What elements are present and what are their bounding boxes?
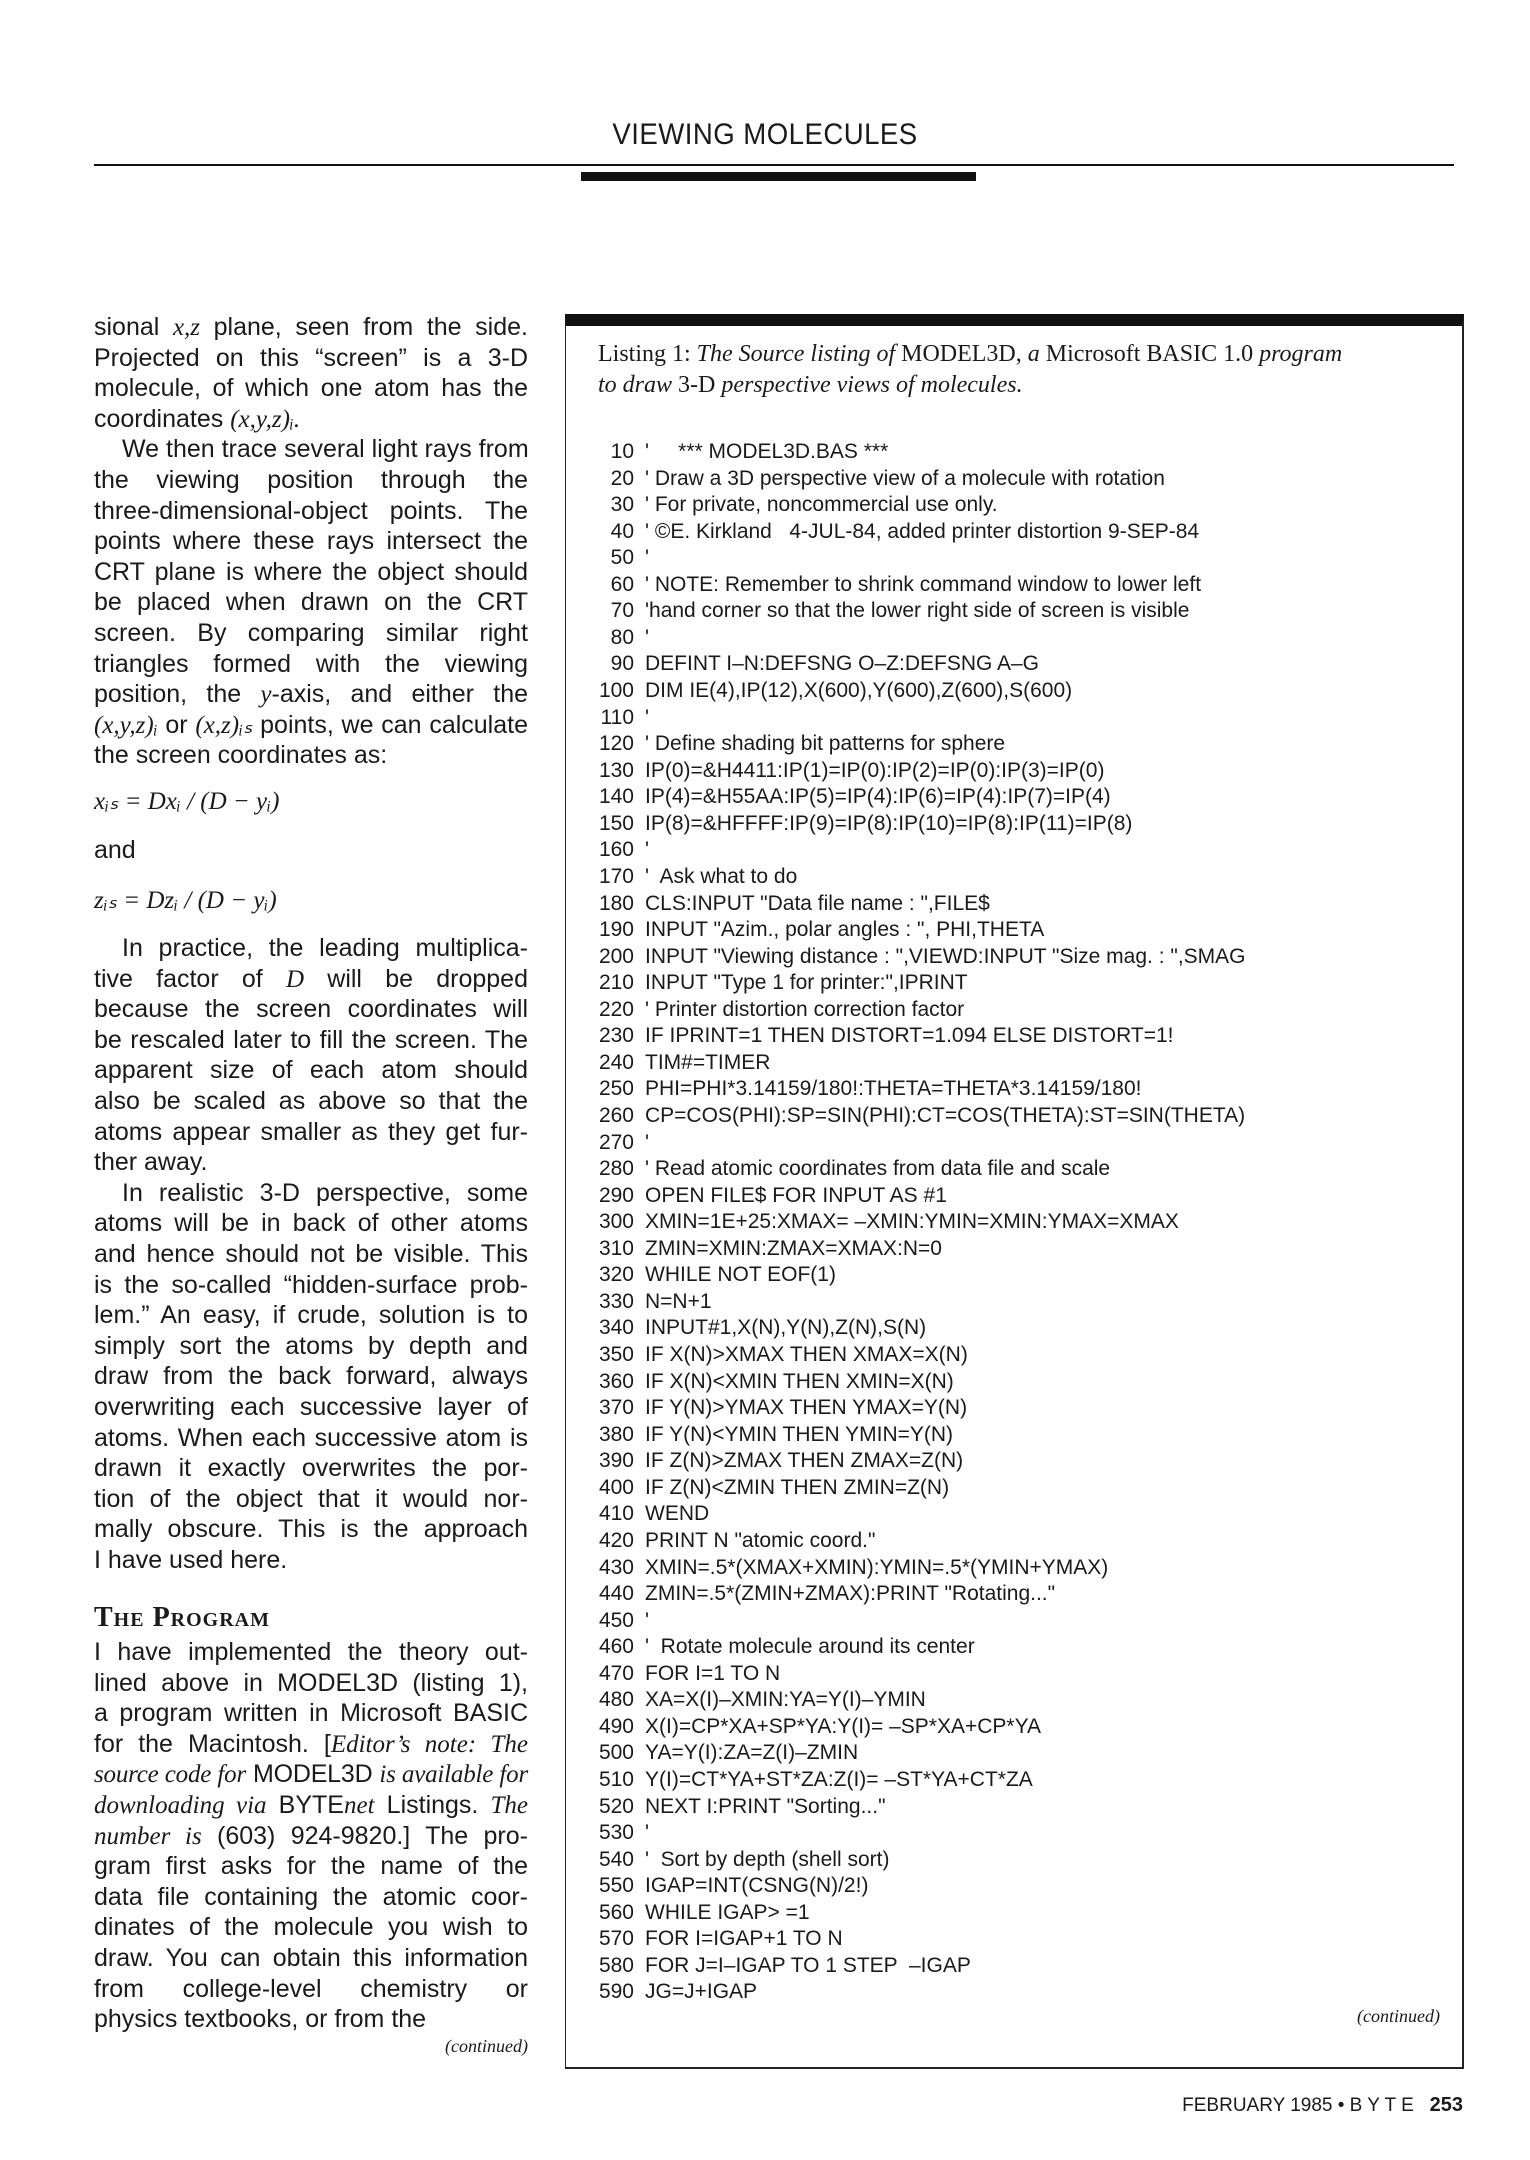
text-run: simply sort the atoms by depth and	[94, 1331, 528, 1360]
line-number: 60	[610, 572, 634, 596]
text-run: D	[285, 965, 305, 993]
text-line	[94, 1759, 528, 1790]
code-text: ' Define shading bit patterns for sphere	[645, 732, 1006, 756]
listing-caption-label: Listing 1:	[598, 341, 691, 367]
text-line	[94, 373, 528, 404]
line-number: 170	[598, 864, 634, 888]
text-line	[94, 2004, 528, 2035]
code-text: PHI=PHI*3.14159/180!:THETA=THETA*3.14159/180!	[645, 1077, 1142, 1101]
line-number: 260	[598, 1104, 634, 1127]
code-text: IF IPRINT=1 THEN DISTORT=1.094 ELSE DISTORT=1!	[645, 1024, 1174, 1048]
code-text: IF Z(N)>ZMAX THEN ZMAX=Z(N)	[645, 1449, 964, 1473]
text-run: molecule, of which one atom has the	[94, 374, 528, 403]
code-text: IF Y(N)<YMIN THEN YMIN=Y(N)	[645, 1422, 954, 1446]
footer-issue: FEBRUARY 1985 • B Y T E	[1182, 2095, 1414, 2116]
section-heading: The Program	[94, 1602, 270, 1633]
line-number: 330	[598, 1289, 634, 1313]
code-text: XMIN=1E+25:XMAX= –XMIN:YMIN=XMIN:YMAX=XMAX	[645, 1210, 1179, 1234]
text-run: atoms appear smaller as they get fur-	[94, 1117, 528, 1146]
text-run: Editor’s note: The	[330, 1730, 528, 1758]
text-run: is available for	[379, 1761, 528, 1789]
code-text: ZMIN=.5*(ZMIN+ZMAX):PRINT "Rotating..."	[645, 1582, 1056, 1606]
text-run: atoms. When each successive atom is	[94, 1423, 528, 1452]
line-number: 320	[598, 1263, 634, 1287]
text-run: draw from the back forward, always	[94, 1362, 528, 1391]
text-line	[94, 1270, 528, 1301]
line-number: 210	[598, 971, 634, 995]
text-line	[94, 496, 528, 527]
text-line	[94, 312, 528, 343]
text-run: the screen coordinates as:	[94, 741, 388, 770]
line-number: 560	[598, 1900, 634, 1924]
text-run: position, the	[94, 680, 261, 709]
line-number: 40	[610, 519, 634, 543]
text-run: the viewing position through the	[94, 465, 528, 494]
code-text: IGAP=INT(CSNG(N)/2!)	[645, 1874, 869, 1898]
code-text: IF X(N)<XMIN THEN XMIN=X(N)	[645, 1369, 954, 1393]
continued-note: (continued)	[445, 2036, 528, 2056]
line-number: 460	[598, 1635, 634, 1659]
line-number: 190	[598, 918, 634, 942]
text-run: (x,y,z)ᵢ	[94, 711, 158, 739]
text-line	[94, 964, 528, 995]
text-line	[94, 933, 528, 964]
code-text: WEND	[645, 1502, 710, 1526]
line-number: 480	[598, 1688, 634, 1712]
code-text: ' Rotate molecule around its center	[645, 1635, 975, 1659]
text-run: BASIC 1.0	[1146, 341, 1260, 367]
text-run: We then trace several light rays from	[122, 435, 529, 464]
line-number: 590	[598, 1980, 634, 2004]
code-text: '	[645, 1821, 650, 1845]
listing-caption-line-1	[598, 341, 1342, 368]
text-run: Listings.	[374, 1790, 491, 1819]
code-text: ' ©E. Kirkland 4-JUL-84, added printer distortion 9-SEP-84	[645, 519, 1200, 543]
line-number: 490	[598, 1714, 634, 1738]
code-text: FOR J=I–IGAP TO 1 STEP –IGAP	[645, 1953, 971, 1977]
code-text: ' Draw a 3D perspective view of a molecule with rotation	[645, 466, 1165, 490]
code-text: FOR I=1 TO N	[645, 1661, 781, 1685]
line-number: 140	[598, 785, 634, 809]
text-run: gram first asks for the name of the	[94, 1852, 528, 1881]
code-text: 'hand corner so that the lower right side of screen is visible	[645, 599, 1190, 623]
listing-continued-note: (continued)	[1357, 2006, 1440, 2026]
line-number: 470	[598, 1661, 634, 1685]
line-number: 400	[598, 1475, 634, 1499]
code-text: IP(0)=&H4411:IP(1)=IP(0):IP(2)=IP(0):IP(3)=IP(0)	[645, 758, 1105, 782]
text-line	[94, 465, 528, 496]
text-line	[94, 1117, 528, 1148]
line-number: 180	[598, 891, 634, 915]
line-number: 110	[600, 705, 634, 729]
code-text: '	[645, 838, 650, 862]
text-run: drawn it exactly overwrites the por-	[94, 1454, 528, 1483]
line-number: 300	[598, 1210, 634, 1234]
line-number: 420	[598, 1528, 634, 1552]
text-run: ther away.	[94, 1148, 208, 1177]
text-line	[94, 1025, 528, 1056]
line-number: 30	[610, 493, 634, 517]
text-run: triangles formed with the viewing	[94, 649, 528, 678]
line-number: 580	[598, 1953, 634, 1977]
text-line	[94, 1545, 528, 1576]
text-line	[94, 1147, 528, 1178]
text-run: (603) 924-9820.] The pro-	[201, 1821, 528, 1850]
line-number: 80	[610, 625, 634, 649]
text-line	[94, 994, 528, 1025]
code-text: WHILE IGAP> =1	[645, 1900, 810, 1924]
code-text: IP(8)=&HFFFF:IP(9)=IP(8):IP(10)=IP(8):IP(11)=IP(8)	[645, 811, 1133, 835]
text-run: be placed when drawn on the CRT	[94, 588, 528, 617]
code-text: NEXT I:PRINT "Sorting..."	[645, 1794, 886, 1818]
text-run: screen. By comparing similar right	[94, 618, 528, 647]
text-line	[94, 1392, 528, 1423]
text-line	[94, 1086, 528, 1117]
text-line	[94, 740, 528, 771]
text-run: overwriting each successive layer of	[94, 1392, 528, 1421]
line-number: 150	[598, 811, 634, 835]
text-run: number is	[94, 1822, 202, 1850]
article-text-block-3	[94, 1637, 528, 2035]
code-text: WHILE NOT EOF(1)	[645, 1263, 836, 1287]
text-line	[94, 1453, 528, 1484]
code-text: INPUT "Viewing distance : ",VIEWD:INPUT "Size mag. : ",SMAG	[645, 944, 1246, 968]
line-number: 20	[610, 466, 634, 490]
line-number: 360	[598, 1369, 634, 1393]
code-text: CP=COS(PHI):SP=SIN(PHI):CT=COS(THETA):ST=SIN(THETA)	[645, 1104, 1246, 1127]
code-text: ' Read atomic coordinates from data file and scale	[645, 1157, 1111, 1181]
page-number: 253	[1429, 2094, 1463, 2116]
line-number: 340	[598, 1316, 634, 1340]
code-text: ' *** MODEL3D.BAS ***	[645, 440, 889, 463]
text-line	[94, 343, 528, 374]
line-number: 280	[598, 1157, 634, 1181]
text-run: dinates of the molecule you wish to	[94, 1913, 528, 1942]
text-run: program	[1259, 341, 1343, 367]
code-text: FOR I=IGAP+1 TO N	[645, 1927, 843, 1951]
code-text: PRINT N "atomic coord."	[645, 1528, 876, 1552]
text-line	[94, 587, 528, 618]
text-run: lined above in MODEL3D (listing 1),	[94, 1668, 528, 1697]
code-text: INPUT "Azim., polar angles : ", PHI,THETA	[645, 918, 1045, 942]
text-run: also be scaled as above so that the	[94, 1086, 528, 1115]
text-line	[94, 1331, 528, 1362]
line-number: 120	[598, 732, 634, 756]
text-line	[94, 1055, 528, 1086]
text-run: perspective views of molecules.	[721, 372, 1023, 398]
line-number: 10	[610, 440, 634, 463]
text-run: three-dimensional-object points. The	[94, 496, 528, 525]
text-line	[94, 1790, 528, 1821]
text-and: and	[94, 836, 136, 864]
line-number: 530	[598, 1821, 634, 1845]
line-number: 510	[598, 1768, 634, 1791]
text-run: MODEL3D,	[895, 341, 1028, 367]
code-text: JG=J+IGAP	[645, 1980, 758, 2004]
line-number: 520	[598, 1794, 634, 1818]
code-text: X(I)=CP*XA+SP*YA:Y(I)= –SP*XA+CP*YA	[645, 1714, 1042, 1738]
line-number: 500	[598, 1741, 634, 1765]
code-text: ' Printer distortion correction factor	[645, 997, 965, 1021]
text-line	[94, 710, 528, 741]
text-line	[94, 434, 528, 465]
line-number: 90	[610, 652, 634, 676]
text-run: a	[1027, 341, 1040, 367]
text-line	[94, 1943, 528, 1974]
code-text: ZMIN=XMIN:ZMAX=XMAX:N=0	[645, 1236, 942, 1260]
text-run: apparent size of each atom should	[94, 1056, 528, 1085]
text-run: downloading via	[94, 1791, 267, 1819]
text-run: plane, seen from the side.	[200, 313, 528, 341]
line-number: 390	[598, 1449, 634, 1473]
text-line	[94, 1514, 528, 1545]
line-number: 370	[598, 1396, 634, 1420]
line-number: 430	[598, 1555, 634, 1579]
text-line	[94, 1484, 528, 1515]
text-run: for the Macintosh. [	[94, 1729, 331, 1758]
text-run: Projected on this “screen” is a 3-D	[94, 343, 528, 372]
code-text: '	[645, 1608, 650, 1632]
line-number: 550	[598, 1874, 634, 1898]
line-number: 310	[598, 1236, 634, 1260]
text-run: The Source listing of	[696, 341, 896, 367]
text-line	[94, 679, 528, 710]
code-text: XA=X(I)–XMIN:YA=Y(I)–YMIN	[645, 1688, 926, 1712]
text-run: or	[157, 710, 196, 739]
code-text: YA=Y(I):ZA=Z(I)–ZMIN	[645, 1741, 859, 1765]
code-text: DIM IE(4),IP(12),X(600),Y(600),Z(600),S(600)	[645, 679, 1073, 703]
text-line	[94, 618, 528, 649]
text-line	[94, 557, 528, 588]
line-number: 220	[598, 997, 634, 1021]
text-run: Microsoft	[1039, 341, 1147, 367]
text-run: (x,z)ᵢₛ	[195, 711, 253, 739]
text-run: coordinates	[94, 404, 231, 433]
text-run: source code for	[94, 1761, 247, 1789]
header-rule	[94, 164, 1454, 166]
line-number: 270	[598, 1130, 634, 1154]
article-text-block-2	[94, 933, 528, 1575]
code-text: OPEN FILE$ FOR INPUT AS #1	[645, 1183, 947, 1207]
code-text: IF Y(N)>YMAX THEN YMAX=Y(N)	[645, 1396, 968, 1420]
listing-caption-text	[697, 341, 1343, 367]
text-line	[94, 1882, 528, 1913]
running-header-title: VIEWING MOLECULES	[612, 118, 918, 151]
text-line	[94, 649, 528, 680]
text-line	[94, 1912, 528, 1943]
text-run: be rescaled later to fill the screen. The	[94, 1025, 528, 1054]
code-text: ' NOTE: Remember to shrink command window to lower left	[645, 572, 1202, 596]
text-line	[94, 1300, 528, 1331]
code-text: '	[645, 625, 650, 649]
code-text: INPUT "Type 1 for printer:",IPRINT	[645, 971, 968, 995]
code-text: INPUT#1,X(N),Y(N),Z(N),S(N)	[645, 1316, 927, 1340]
line-number: 250	[598, 1077, 634, 1101]
listing-caption-line-2	[598, 372, 1023, 399]
line-number: 70	[610, 599, 634, 623]
code-text: IP(4)=&H55AA:IP(5)=IP(4):IP(6)=IP(4):IP(7)=IP(4)	[645, 785, 1111, 809]
text-line	[94, 1423, 528, 1454]
line-number: 410	[598, 1502, 634, 1526]
text-run: CRT plane is where the object should	[94, 557, 528, 586]
text-run: physics textbooks, or from the	[94, 2005, 427, 2034]
text-run: In practice, the leading multiplica-	[122, 934, 528, 962]
text-run: MODEL3D	[246, 1760, 380, 1789]
text-run: 3-D	[672, 372, 722, 398]
text-line	[94, 1637, 528, 1668]
code-text: Y(I)=CT*YA+ST*ZA:Z(I)= –ST*YA+CT*ZA	[645, 1768, 1033, 1791]
text-run: I have implemented the theory out-	[94, 1638, 528, 1666]
line-number: 230	[598, 1024, 634, 1048]
text-line	[94, 526, 528, 557]
text-run: -axis, and either the	[271, 680, 528, 709]
code-text: IF X(N)>XMAX THEN XMAX=X(N)	[645, 1343, 968, 1367]
text-run: atoms will be in back of other atoms	[94, 1209, 528, 1238]
text-line	[94, 404, 528, 435]
page-footer	[1000, 2094, 1463, 2117]
text-run: tion of the object that it would nor-	[94, 1484, 528, 1513]
text-line	[94, 1239, 528, 1270]
line-number: 290	[598, 1183, 634, 1207]
code-text: DEFINT I–N:DEFSNG O–Z:DEFSNG A–G	[645, 652, 1040, 676]
text-run: I have used here.	[94, 1545, 288, 1574]
text-line	[94, 1851, 528, 1882]
text-line	[94, 1974, 528, 2005]
code-text: IF Z(N)<ZMIN THEN ZMIN=Z(N)	[645, 1475, 950, 1499]
formula-x-screen: xᵢₛ = Dxᵢ / (D − yᵢ)	[94, 788, 280, 815]
text-run: The	[490, 1791, 529, 1819]
code-text: TIM#=TIMER	[645, 1050, 771, 1074]
text-line	[94, 1178, 528, 1209]
line-number: 200	[598, 944, 634, 968]
text-run: a program written in Microsoft BASIC	[94, 1699, 528, 1728]
line-number: 380	[598, 1422, 634, 1446]
line-number: 100	[598, 679, 634, 703]
text-line	[94, 1208, 528, 1239]
text-run: points where these rays intersect the	[94, 527, 528, 556]
code-text: '	[645, 1130, 650, 1154]
code-text: CLS:INPUT "Data file name : ",FILE$	[645, 891, 990, 915]
text-run: net	[343, 1791, 375, 1819]
code-text: XMIN=.5*(XMAX+XMIN):YMIN=.5*(YMIN+YMAX)	[645, 1555, 1109, 1579]
text-run: from college-level chemistry or	[94, 1974, 528, 2003]
line-number: 570	[598, 1927, 634, 1951]
text-run: points, we can calculate	[252, 710, 528, 739]
text-run: will be dropped	[304, 964, 528, 993]
text-run: (x,y,z)ᵢ.	[230, 405, 301, 433]
text-line	[94, 1361, 528, 1392]
line-number: 240	[598, 1050, 634, 1074]
text-run: draw. You can obtain this information	[94, 1943, 528, 1972]
code-text: N=N+1	[645, 1289, 712, 1313]
text-run: is the so-called “hidden-surface prob-	[94, 1270, 528, 1299]
code-text: ' Sort by depth (shell sort)	[645, 1847, 890, 1871]
line-number: 540	[598, 1847, 634, 1871]
text-line	[94, 1668, 528, 1699]
text-run: because the screen coordinates will	[94, 995, 528, 1024]
code-text: ' Ask what to do	[645, 864, 798, 888]
text-run: In realistic 3-D perspective, some	[122, 1178, 528, 1207]
code-text: '	[645, 705, 650, 729]
text-run: BYTE	[266, 1790, 344, 1819]
line-number: 350	[598, 1343, 634, 1367]
text-line	[94, 1821, 528, 1852]
text-run: tive factor of	[94, 964, 286, 993]
line-number: 130	[598, 758, 634, 782]
line-number: 440	[598, 1582, 634, 1606]
text-run: to draw	[598, 372, 673, 398]
text-run: y	[260, 681, 272, 709]
text-run: data file containing the atomic coor-	[94, 1882, 528, 1911]
text-run: and hence should not be visible. This	[94, 1239, 528, 1268]
text-line	[94, 1729, 528, 1760]
line-number: 450	[598, 1608, 634, 1632]
formula-z-screen: zᵢₛ = Dzᵢ / (D − yᵢ)	[94, 887, 277, 914]
article-text-block-1	[94, 312, 528, 771]
header-bar	[581, 172, 976, 181]
line-number: 50	[610, 546, 634, 570]
text-run: sional	[94, 313, 173, 341]
code-text: '	[645, 546, 650, 570]
text-run: lem.” An easy, if crude, solution is to	[94, 1301, 528, 1330]
code-text: ' For private, noncommercial use only.	[645, 493, 998, 517]
text-run: x,z	[172, 314, 201, 341]
line-number: 160	[598, 838, 634, 862]
text-line	[94, 1698, 528, 1729]
text-run: mally obscure. This is the approach	[94, 1515, 528, 1544]
